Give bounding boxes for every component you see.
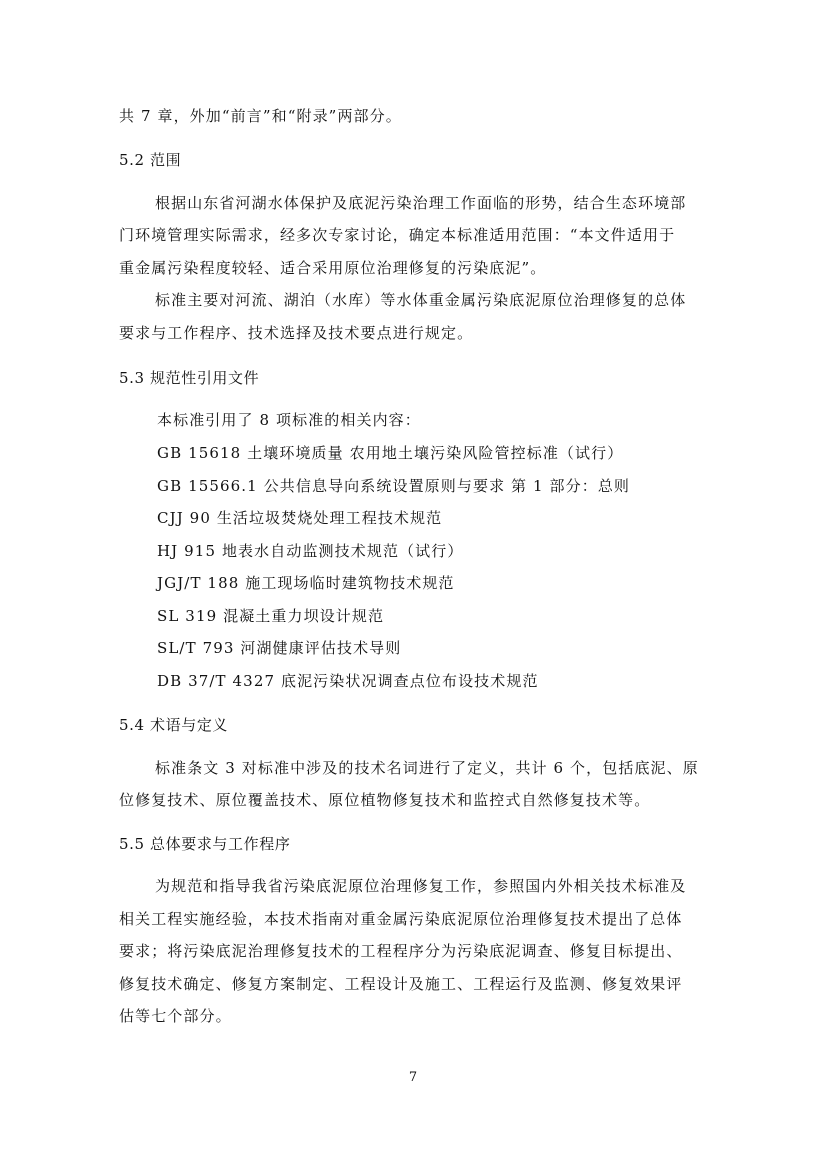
section-heading-5-4: 5.4 术语与定义: [119, 716, 229, 734]
paragraph-line: 共 7 章，外加“前言”和“附录”两部分。: [119, 107, 402, 125]
reference-item: DB 37/T 4327 底泥污染状况调查点位布设技术规范: [157, 672, 539, 690]
reference-item: GB 15566.1 公共信息导向系统设置原则与要求 第 1 部分：总则: [157, 477, 631, 495]
section-heading-5-2: 5.2 范围: [119, 151, 182, 169]
section-heading-5-5: 5.5 总体要求与工作程序: [119, 835, 291, 853]
paragraph-line: 门环境管理实际需求，经多次专家讨论，确定本标准适用范围：“本文件适用于: [119, 226, 676, 244]
paragraph-line: 根据山东省河湖水体保护及底泥污染治理工作面临的形势，结合生态环境部: [155, 194, 687, 212]
reference-item: CJJ 90 生活垃圾焚烧处理工程技术规范: [157, 509, 443, 527]
reference-item: JGJ/T 188 施工现场临时建筑物技术规范: [157, 574, 455, 592]
paragraph-line: 本标准引用了 8 项标准的相关内容：: [157, 411, 421, 429]
reference-item: SL/T 793 河湖健康评估技术导则: [157, 639, 402, 657]
paragraph-line: 标准条文 3 对标准中涉及的技术名词进行了定义，共计 6 个，包括底泥、原: [155, 759, 699, 777]
paragraph-line: 要求；将污染底泥治理修复技术的工程程序分为污染底泥调查、修复目标提出、: [119, 942, 683, 960]
paragraph-line: 估等七个部分。: [119, 1007, 232, 1025]
reference-item: SL 319 混凝土重力坝设计规范: [157, 607, 385, 625]
paragraph-line: 要求与工作程序、技术选择及技术要点进行规定。: [119, 324, 474, 342]
paragraph-line: 标准主要对河流、湖泊（水库）等水体重金属污染底泥原位治理修复的总体: [155, 291, 687, 309]
reference-item: HJ 915 地表水自动监测技术规范（试行）: [157, 542, 464, 560]
paragraph-line: 重金属污染程度较轻、适合采用原位治理修复的污染底泥”。: [119, 259, 547, 277]
page-number: 7: [408, 1070, 418, 1085]
reference-item: GB 15618 土壤环境质量 农用地土壤污染风险管控标准（试行）: [157, 444, 624, 462]
paragraph-line: 修复技术确定、修复方案制定、工程设计及施工、工程运行及监测、修复效果评: [119, 975, 683, 993]
section-heading-5-3: 5.3 规范性引用文件: [119, 369, 260, 387]
paragraph-line: 位修复技术、原位覆盖技术、原位植物修复技术和监控式自然修复技术等。: [119, 791, 651, 809]
paragraph-line: 为规范和指导我省污染底泥原位治理修复工作，参照国内外相关技术标准及: [155, 877, 687, 895]
paragraph-line: 相关工程实施经验，本技术指南对重金属污染底泥原位治理修复技术提出了总体: [119, 910, 683, 928]
